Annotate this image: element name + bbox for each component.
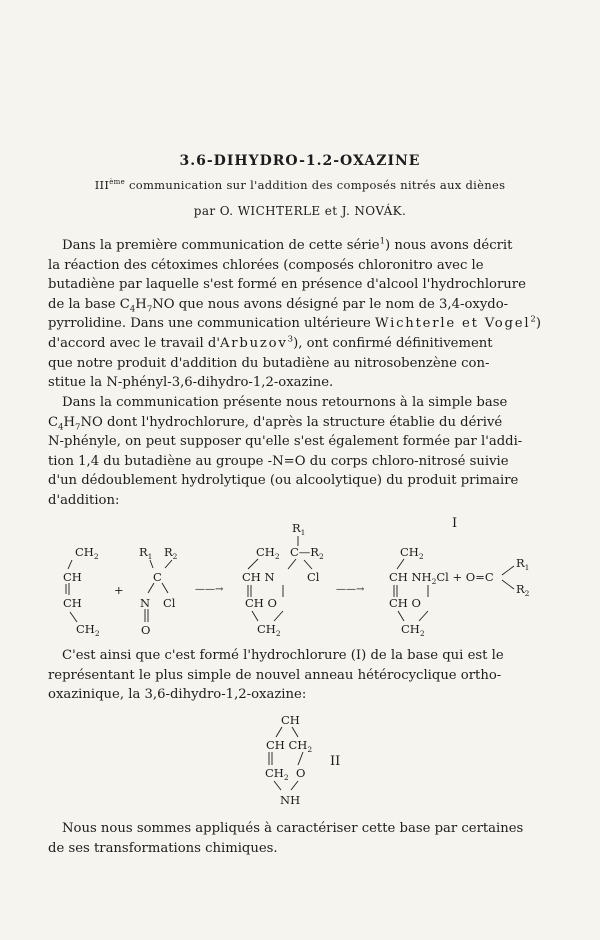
subtitle-roman: III xyxy=(94,178,110,192)
nitroso-r2: $R_2$ xyxy=(164,545,178,561)
ring-ch-top: CH xyxy=(281,713,300,727)
p1-line: la réaction des cétoximes chlorées (composés chloronitro avec le xyxy=(48,257,484,273)
reaction-arrow-2: ——→ xyxy=(336,584,365,595)
ring-ch2: $CH_2$ xyxy=(265,766,289,782)
p2-text: NO dont l'hydrochlorure, d'après la structure établie du dérivé xyxy=(80,414,503,430)
footnote-ref-3: 3 xyxy=(287,334,294,345)
p1-text: H xyxy=(135,296,147,312)
plus-sign: + xyxy=(114,583,124,597)
subscript: 7 xyxy=(146,304,153,315)
article-title: 3.6-DIHYDRO-1.2-OXAZINE xyxy=(179,153,421,169)
product-ch2-bottom: $CH_2$ xyxy=(401,622,425,638)
nitroso-o: O xyxy=(141,623,151,637)
footnote-ref-1: 1 xyxy=(379,236,386,247)
butadiene-ch-a: CH xyxy=(63,570,82,584)
subscript: 7 xyxy=(75,422,81,433)
p1-line: stitue la N-phényl-3,6-dihydro-1,2-oxazine. xyxy=(48,375,334,391)
p1-line: butadiène par laquelle s'est formé en présence d'alcool l'hydrochlorure xyxy=(48,277,526,293)
p2-line: tion 1,4 du butadiène au groupe -N=O du corps chloro-nitrosé suivie xyxy=(48,453,509,469)
adduct-ch2-bottom: $CH_2$ xyxy=(257,622,281,638)
product-ch-o: CH O xyxy=(389,596,421,610)
paragraph-4 xyxy=(48,819,554,858)
adduct-ch-o: CH O xyxy=(245,596,277,610)
article-authors: par O. WICHTERLE et J. NOVÁK. xyxy=(193,204,407,218)
ring-o: O xyxy=(296,766,306,780)
p3-line: oxazinique, la 3,6-dihydro-1,2-oxazine: xyxy=(48,687,307,703)
p2-line: d'un dédoublement hydrolytique (ou alcoolytique) du produit primaire xyxy=(48,473,519,489)
p4-line: Nous nous sommes appliqués à caractériser cette base par certaines xyxy=(62,821,524,836)
ring-ch-ch2: CH $CH_2$ xyxy=(266,738,313,754)
butadiene-ch-b: CH xyxy=(63,596,82,610)
p2-text: H xyxy=(63,414,76,430)
p1-text: ) nous avons décrit xyxy=(385,238,513,253)
adduct-r1: $R_1$ xyxy=(292,521,306,537)
p1-text: pyrrolidine. Dans une communication ultérieure xyxy=(48,316,375,332)
p2-line: N-phényle, on peut supposer qu'elle s'est également formée par l'addi- xyxy=(48,434,523,450)
p1-text: d'accord avec le travail d' xyxy=(48,335,220,351)
product-ch-nh2cl: CH $NH_2Cl + O=C$ xyxy=(389,570,494,586)
nitroso-cl: Cl xyxy=(163,596,176,610)
butadiene-ch2-top: $CH_2$ xyxy=(75,545,99,561)
subscript: 4 xyxy=(129,304,136,315)
p2-text: C xyxy=(48,414,59,430)
product-r1: $R_1$ xyxy=(516,556,530,572)
butadiene-ch2-bottom: $CH_2$ xyxy=(76,622,100,638)
reaction-arrow-1: ——→ xyxy=(195,584,224,595)
footnote-ref-2: 2 xyxy=(530,314,536,325)
author-names: Wichterle et Vogel xyxy=(374,316,531,332)
adduct-ch2: $CH_2$ xyxy=(256,545,280,561)
subscript: 4 xyxy=(58,422,64,433)
p2-line: d'addition: xyxy=(48,492,120,508)
p3-line: représentant le plus simple de nouvel anneau hétérocyclique ortho- xyxy=(48,667,502,683)
subtitle-sup: ème xyxy=(109,178,126,187)
p1-text: Dans la première communication de cette série xyxy=(62,238,380,253)
p2-line: Dans la communication présente nous retournons à la simple base xyxy=(62,395,508,410)
scheme-label-2: II xyxy=(330,754,341,769)
product-r2: $R_2$ xyxy=(516,582,530,598)
adduct-cl: Cl xyxy=(307,570,320,584)
scheme-label-1: I xyxy=(452,516,458,531)
ring-nh: NH xyxy=(280,793,301,807)
p1-text: de la base C xyxy=(48,296,130,312)
product-ch2: $CH_2$ xyxy=(400,545,424,561)
adduct-ch-n: CH N xyxy=(242,570,275,584)
p3-line: C'est ainsi que c'est formé l'hydrochlorure (I) de la base qui est le xyxy=(62,648,504,663)
author-name: Arbuzov xyxy=(219,335,288,351)
p1-text: NO que nous avons désigné par le nom de 3,4-oxydo- xyxy=(152,296,509,312)
p1-text: ), ont confirmé définitivement xyxy=(293,335,493,351)
p1-line: que notre produit d'addition du butadiène au nitrosobenzène con- xyxy=(48,355,490,371)
adduct-c-r2: $C—R_2$ xyxy=(290,545,324,561)
nitroso-c: C xyxy=(153,570,162,584)
nitroso-n: N xyxy=(140,596,151,610)
subtitle-rest: communication sur l'addition des composés nitrés aux diènes xyxy=(125,178,506,192)
p4-line: de ses transformations chimiques. xyxy=(48,840,278,856)
nitroso-r1: $R_1$ xyxy=(139,545,153,561)
p1-text: ) xyxy=(535,316,541,332)
